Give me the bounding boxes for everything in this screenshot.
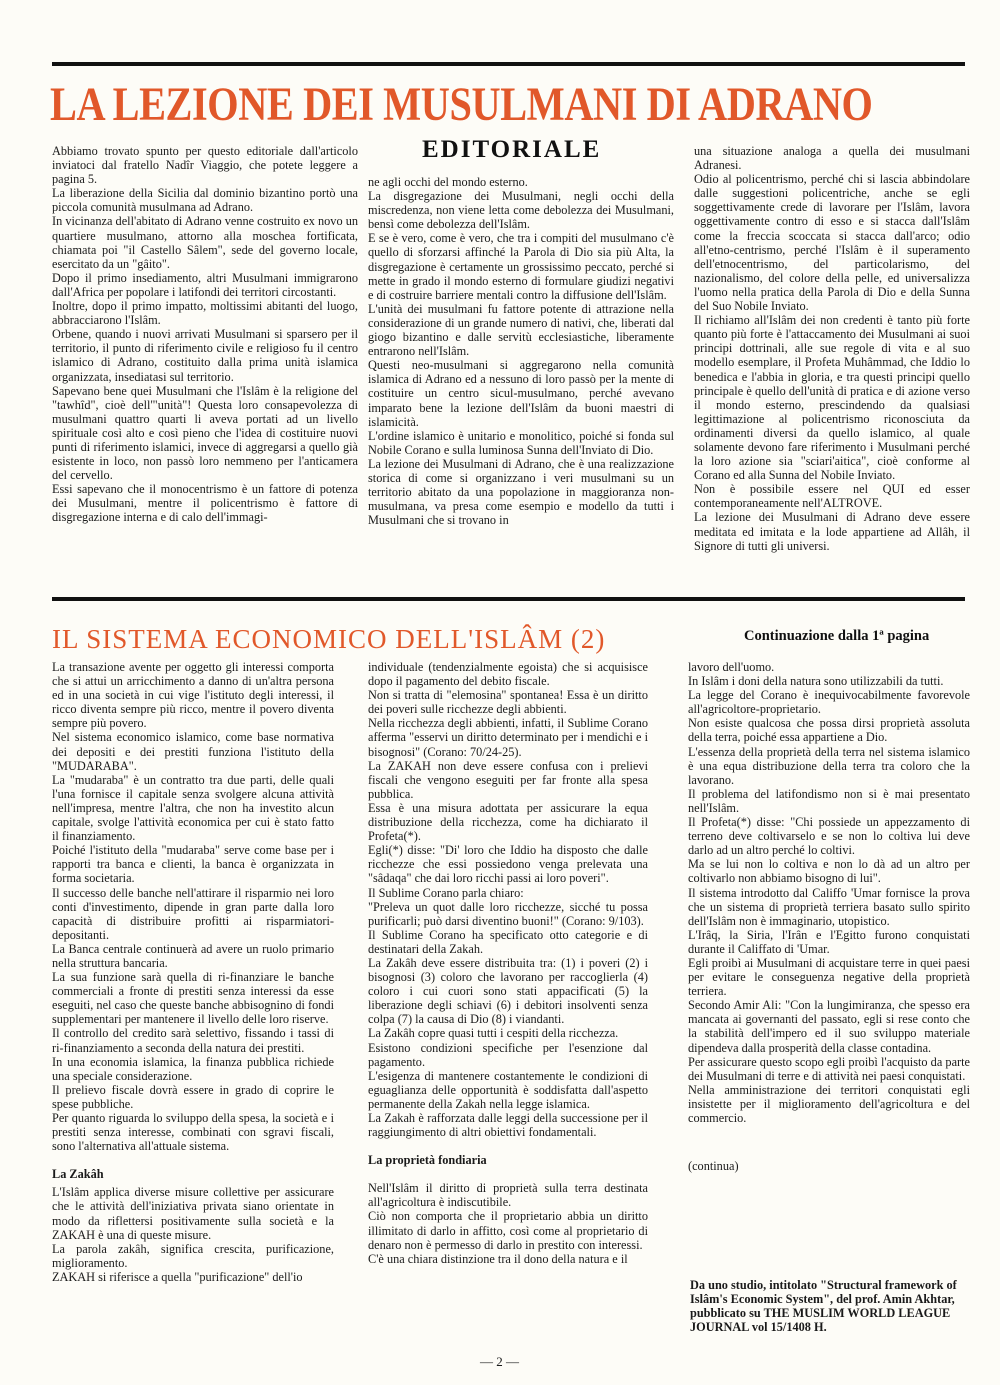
paragraph: Odio al policentrismo, perché chi si lascia abbindolare dalle suggestioni policentriche, anche se egli soggettivamente crede di lavorare per l'Islâm, lavora oggettivamente contro di esso e si stacca dall'Islâm come la freccia scoccata si stacca dall'arco; odio all'etno-centrismo, perché l'Islâm è il superamento dell'etnocentrismo, del particolarismo, del nazionalismo, del colore della pelle, ed universalizza l'uomo nella pratica della Parola di Dio e della Sunna del Suo Nobile Inviato. (694, 172, 970, 314)
paragraph: C'è una chiara distinzione tra il dono della natura e il (368, 1251, 628, 1266)
paragraph: Non esiste qualcosa che possa dirsi proprietà assoluta della terra, poiché essa appartiene a Dio. (688, 716, 970, 745)
paragraph: Sapevano bene quei Musulmani che l'Islâm è la religione del "tawhîd", cioè dell'"unità"! Questa loro consapevolezza di musulmani quattro quarti li aveva portati ad un livello spirituale così alto e così pieno che l'idea di costituire nuovi punti di riferimento islamici, invece di aggregarsi a quello già esistente in loco, non passò loro nemmeno per l'anticamera del cervello. (52, 383, 358, 483)
continua-note: (continua) (688, 1159, 739, 1174)
source-citation: Da uno studio, intitolato "Structural framework of Islâm's Economic System", del prof. Amin Akhtar, pubblicato su THE MUSLIM WORLD LEAGUE JOURNAL vol 15/1408 H. (690, 1278, 957, 1335)
article-title: IL SISTEMA ECONOMICO DELL'ISLÂM (2) (52, 624, 606, 654)
article-col-2 (368, 660, 648, 1266)
paragraph: una situazione analoga a quella dei musulmani Adranesi. (694, 144, 970, 173)
paragraph: Nella amministrazione dei territori conquistati egli insistette per il miglioramento dell'agricoltura e del commercio. (688, 1082, 970, 1125)
paragraph: L'ordine islamico è unitario e monolitico, poiché si fonda sul Nobile Corano e sulla luminosa Sunna dell'Inviato di Dio. (368, 428, 674, 457)
subheading-zakah: La Zakâh (52, 1167, 104, 1182)
article-col-3 (688, 660, 970, 1173)
paragraph: Egli proibì ai Musulmani di acquistare terre in quei paesi per evitare le conseguenza negative della proprietà terriera. (688, 955, 970, 999)
paragraph: La liberazione della Sicilia dal dominio bizantino portò una piccola comunità musulmana ad Adrano. (52, 186, 358, 215)
paragraph: Per assicurare questo scopo egli proibì l'acquisto da parte dei Musulmani di terre e di attività nei paesi conquistati. (688, 1054, 970, 1083)
paragraph: Non si tratta di "elemosina" spontanea! Essa è un diritto dei poveri sulle ricchezze degli abbienti. (368, 688, 648, 717)
article-col-1 (52, 660, 334, 1284)
paragraph: Ciò non comporta che il proprietario abbia un diritto illimitato di darlo in affitto, così come al proprietario di denaro non è permesso di darlo in prestito con interessi. (368, 1209, 648, 1252)
paragraph: ZAKAH si riferisce a quella "purificazione" dell'io (52, 1269, 303, 1284)
paragraph: Orbene, quando i nuovi arrivati Musulmani si sparsero per il territorio, il punto di riferimento civile e religioso fu il centro islamico di Adrano, costituito dalla prima unità islamica organizzata, insediatasi sul territorio. (52, 327, 358, 384)
paragraph: Il successo delle banche nell'attirare il risparmio nei loro conti d'investimento, dipende in gran parte dalla loro capacità di distribuire profitti ai risparmiatori-depositanti. (52, 885, 334, 942)
source-note (690, 1278, 972, 1334)
editorial-col-2 (368, 175, 674, 527)
paragraph: Nel sistema economico islamico, come base normativa dei depositi e dei prestiti funziona l'istituto della "MUDARABA". (52, 730, 334, 773)
main-headline: LA LEZIONE DEI MUSULMANI DI ADRANO (50, 78, 873, 131)
paragraph: Ma se lui non lo coltiva e non lo dà ad un altro per coltivarlo non abbiamo bisogno di lui". (688, 857, 970, 886)
paragraph: Il Sublime Corano ha specificato otto categorie e di destinatari della Zakah. (368, 927, 648, 956)
paragraph: Per quanto riguarda lo sviluppo della spesa, la società e i prestiti senza interesse, combinati con sgravi fiscali, sono l'alternativa all'attuale sistema. (52, 1111, 334, 1154)
paragraph: La "mudaraba" è un contratto tra due parti, delle quali l'una fornisce il capitale senza svolgere alcuna attività nell'impresa, mentre l'altra, che non ha investito alcun capitale, svolge l'attività economica per cui è stato fatto il finanziamento. (52, 772, 334, 844)
paragraph: L'essenza della proprietà della terra nel sistema islamico è una equa distribuzione della terra tra coloro che la lavorano. (688, 744, 970, 787)
page-number: — 2 — (480, 1354, 519, 1369)
paragraph: La sua funzione sarà quella di ri-finanziare le banche commerciali a fronte di prestiti senza interessi da esse eseguiti, nel caso che queste banche abbisognino di fondi supplementari per mantenere il livello delle loro riserve. (52, 970, 334, 1027)
paragraph: In Islâm i doni della natura sono utilizzabili da tutti. (688, 674, 944, 689)
paragraph: Il prelievo fiscale dovrà essere in grado di coprire le spese pubbliche. (52, 1082, 334, 1111)
paragraph: ne agli occhi del mondo esterno. (368, 175, 528, 189)
paragraph: In vicinanza dell'abitato di Adrano venne costruito ex novo un quartiere musulmano, attorno alla moschea fortificata, chiamata poi "il Castello Sâlem", sede del governo locale, esercitato da un "gâito". (52, 214, 358, 271)
paragraph: Egli(*) disse: "Di' loro che Iddio ha disposto che dalle ricchezze che essi possiedono venga prelevata una "sâdaqa" che dai loro ricchi passi ai loro poveri". (368, 843, 648, 886)
paragraph: Il richiamo all'Islâm dei non credenti è tanto più forte quanto più forte è l'attaccamento dei Musulmani ai suoi principi dottrinali, alle sue regole di vita e al suo modello esemplare, il Profeta Muhâmmad, che Iddio lo benedica e l'abbia in gloria, e tra questi principi quello principale è quello dell'unità di pratica e di azione verso il mondo esterno, prescindendo da qualsiasi legittimazione al policentrismo riconosciuta da ordinamenti diversi da quello islamico, al quale solamente devono fare riferimento i Musulmani perché la loro azione sia "sciari'aitica", cioè conforme al Corano ed alla Sunna del Nobile Inviato. (694, 313, 970, 483)
top-rule (52, 62, 965, 66)
paragraph: La parola zakâh, significa crescita, purificazione, miglioramento. (52, 1241, 334, 1270)
paragraph: Dopo il primo insediamento, altri Musulmani immigrarono dall'Africa per popolare i latifondi dei territori circostanti. (52, 270, 358, 299)
paragraph: La legge del Corano è inequivocabilmente favorevole all'agricoltore-proprietario. (688, 688, 970, 717)
paragraph: La disgregazione dei Musulmani, negli occhi della miscredenza, non viene letta come debolezza dei Musulmani, bensì come debolezza dell'Islâm. (368, 189, 674, 232)
paragraph: Il sistema introdotto dal Califfo 'Umar fornisce la prova che un sistema di proprietà terriera basato sullo spirito dell'Islâm non è immaginario, utopistico. (688, 885, 970, 928)
paragraph: Essa è una misura adottata per assicurare la equa distribuzione della ricchezza, come ha dichiarato il Profeta(*). (368, 800, 648, 844)
paragraph: Nella ricchezza degli abbienti, infatti, il Sublime Corano afferma "esservi un diritto determinato per i mendichi e i bisognosi" (Corano: 70/24-25). (368, 716, 648, 759)
paragraph: Essi sapevano che il monocentrismo è un fattore di potenza dei Musulmani, mentre il policentrismo è fattore di disgregazione interna e di calo dell'immagi- (52, 482, 358, 525)
paragraph: "Preleva un quot dalle loro ricchezze, sicché tu possa purificarli; può darsi diventino buoni!" (Corano: 9/103). (368, 899, 648, 928)
paragraph: In una economia islamica, la finanza pubblica richiede una speciale considerazione. (52, 1054, 334, 1083)
paragraph: L'Islâm applica diverse misure collettive per assicurare che le attività dell'iniziativa privata siano orientate in modo da riflettersi positivamente sulla società e la ZAKAH è una di queste misure. (52, 1185, 334, 1242)
subheading-proprieta: La proprietà fondiaria (368, 1153, 487, 1168)
middle-rule (52, 597, 965, 601)
paragraph: lavoro dell'uomo. (688, 660, 775, 674)
paragraph: Questi neo-musulmani si aggregarono nella comunità islamica di Adrano ed a nessuno di loro passò per la mente di costituire un centro sicul-musulmano, perché avevano imparato bene la lezione dell'Islâm da buoni maestri di islamicità. (368, 358, 674, 429)
paragraph: La lezione dei Musulmani di Adrano deve essere meditata ed imitata e la lode appartiene ad Allâh, il Signore di tutti gli universi. (694, 510, 970, 553)
paragraph: individuale (tendenzialmente egoista) che si acquisisce dopo il pagamento del debito fiscale. (368, 660, 648, 689)
paragraph: La Zakah è rafforzata dalle leggi della successione per il raggiungimento di altri obiettivi fondamentali. (368, 1111, 648, 1140)
paragraph: E se è vero, come è vero, che tra i compiti del musulmano c'è quello di sforzarsi affinché la Parola di Dio sia più Alta, la disgregazione è certamente un grossissimo peccato, perché si mette in grado il mondo esterno di formulare giudizi negativi e di costruire barriere mentali contro la diffusione dell'Islâm. (368, 231, 674, 302)
editorial-col-1 (52, 144, 358, 525)
paragraph: L'unità dei musulmani fu fattore potente di attrazione nella considerazione di un grande numero di nativi, che, liberati dal giogo bizantino e dalle servitù ecclesiastiche, liberamente entrarono nell'Islâm. (368, 301, 674, 359)
paragraph: Nell'Islâm il diritto di proprietà sulla terra destinata all'agricoltura è indiscutibile. (368, 1181, 648, 1210)
paragraph: Non è possibile essere nel QUI ed esser contemporaneamente nell'ALTROVE. (694, 482, 970, 511)
paragraph: Secondo Amir Ali: "Con la lungimiranza, che spesso era mancata ai governanti del passato, egli si rese conto che la stabilità dell'impero ed il suo sviluppo materiale dipendeva dalla prosperità della classe contadina. (688, 998, 970, 1055)
paragraph: L'Irâq, la Siria, l'Irân e l'Egitto furono conquistati durante il Califfato di 'Umar. (688, 927, 970, 956)
paragraph: Inoltre, dopo il primo impatto, moltissimi abitanti del luogo, abbracciarono l'Islâm. (52, 299, 358, 328)
section-label: EDITORIALE (422, 136, 602, 163)
paragraph: La ZAKAH non deve essere confusa con i prelievi fiscali che vengono eseguiti per far fronte alla spesa pubblica. (368, 758, 648, 801)
paragraph: Il controllo del credito sarà selettivo, fissando i tassi di ri-finanziamento a seconda della natura dei prestiti. (52, 1026, 334, 1055)
paragraph: Il Profeta(*) disse: "Chi possiede un appezzamento di terreno deve coltivarselo e se non lo coltiva lui deve darlo ad un altro perché lo coltivi. (688, 815, 970, 858)
paragraph: Abbiamo trovato spunto per questo editoriale dall'articolo inviatoci dal fratello Nadîr Viaggio, che potete leggere a pagina 5. (52, 144, 358, 187)
editorial-col-3 (694, 144, 970, 553)
paragraph: La Banca centrale continuerà ad avere un ruolo primario nella struttura bancaria. (52, 941, 334, 970)
paragraph: La Zakâh deve essere distribuita tra: (1) i poveri (2) i bisognosi (3) coloro che lavorano per raccoglierla (4) coloro i cui cuori sono stati appacificati (5) la liberazione degli schiavi (6) i debitori insolventi senza colpa (7) la causa di Dio (8) i viandanti. (368, 955, 648, 1027)
paragraph: Poiché l'istituto della "mudaraba" serve come base per i rapporti tra banca e clienti, la banca è organizzata in forma societaria. (52, 843, 334, 886)
continuation-label: Continuazione dalla 1ª pagina (744, 628, 930, 644)
paragraph: La lezione dei Musulmani di Adrano, che è una realizzazione storica di come si organizzano i veri musulmani su un territorio abitato da una popolazione in maggioranza non-musulmana, va presa come esempio e modello da tutti i Musulmani che si trovano in (368, 456, 674, 528)
paragraph: La transazione avente per oggetto gli interessi comporta che si attui un arricchimento a danno di un'altra persona ed in una società in cui vige l'istituto degli interessi, il ricco diventa sempre più ricco, mentre il povero diventa sempre più povero. (52, 660, 334, 731)
paragraph: L'esigenza di mantenere costantemente le condizioni di eguaglianza delle opportunità è soddisfatta dall'aspetto permanente della Zakah nella legge islamica. (368, 1068, 648, 1111)
paragraph: Esistono condizioni specifiche per l'esenzione dal pagamento. (368, 1040, 648, 1069)
paragraph: Il problema del latifondismo non si è mai presentato nell'Islâm. (688, 786, 970, 815)
paragraph: Il Sublime Corano parla chiaro: (368, 885, 524, 900)
paragraph: La Zakâh copre quasi tutti i cespiti della ricchezza. (368, 1026, 619, 1041)
